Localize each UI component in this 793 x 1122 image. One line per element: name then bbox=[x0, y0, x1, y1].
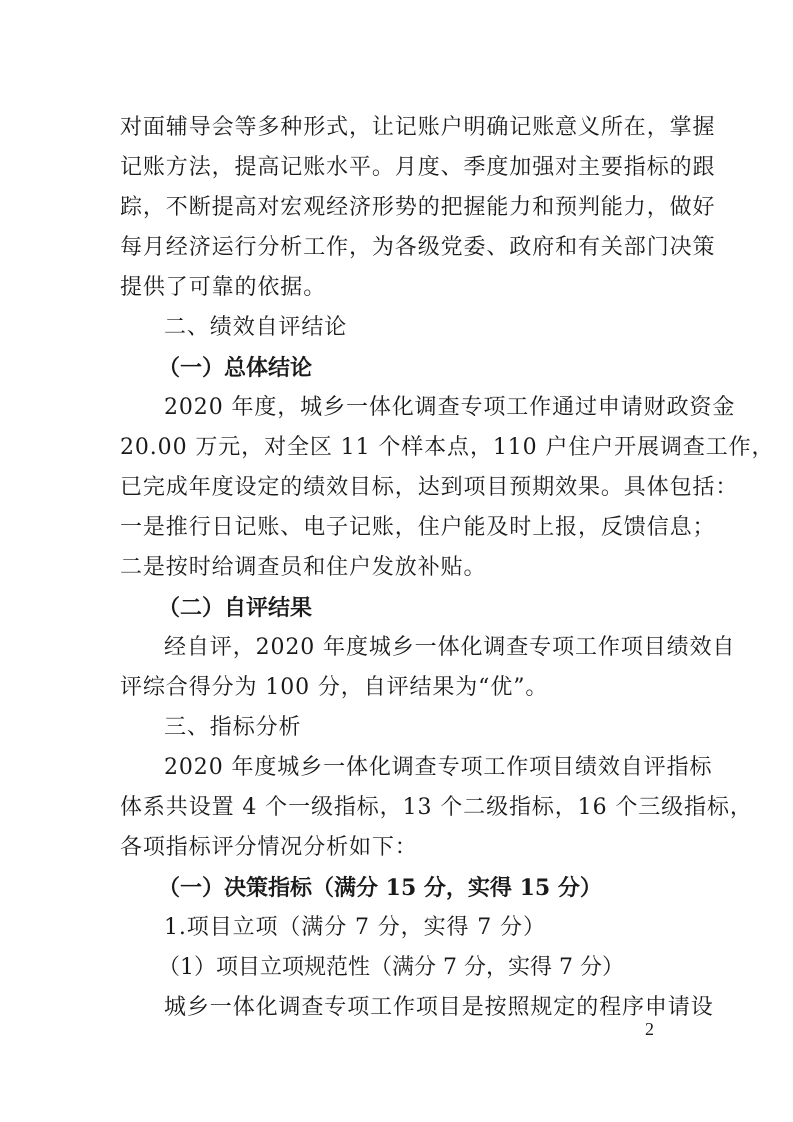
body-text-line: 2020 年度，城乡一体化调查专项工作通过申请财政资金 bbox=[164, 395, 736, 420]
body-text-line: 20.00 万元，对全区 11 个样本点，110 户住户开展调查工作， bbox=[120, 435, 775, 460]
item-heading: （1）项目立项规范性（满分 7 分，实得 7 分） bbox=[158, 955, 624, 980]
body-text-line: 踪，不断提高对宏观经济形势的把握能力和预判能力，做好 bbox=[120, 195, 716, 220]
body-text-line: 2020 年度城乡一体化调查专项工作项目绩效自评指标 bbox=[164, 755, 713, 780]
body-text-line: 城乡一体化调查专项工作项目是按照规定的程序申请设 bbox=[164, 995, 714, 1020]
body-text-line: 每月经济运行分析工作，为各级党委、政府和有关部门决策 bbox=[120, 235, 716, 260]
section-heading: 三、指标分析 bbox=[164, 715, 302, 740]
body-text-line: 提供了可靠的依据。 bbox=[120, 275, 327, 300]
body-text-line: 已完成年度设定的绩效目标，达到项目预期效果。具体包括： bbox=[120, 475, 739, 500]
body-text-line: 体系共设置 4 个一级指标，13 个二级指标，16 个三级指标， bbox=[120, 795, 753, 820]
subsection-heading: （一）总体结论 bbox=[158, 355, 313, 381]
body-text-line: 评综合得分为 100 分，自评结果为“优”。 bbox=[120, 675, 549, 700]
body-text-line: 经自评，2020 年度城乡一体化调查专项工作项目绩效自 bbox=[164, 635, 736, 660]
body-text-line: 对面辅导会等多种形式，让记账户明确记账意义所在，掌握 bbox=[120, 115, 716, 140]
body-text-line: 记账方法，提高记账水平。月度、季度加强对主要指标的跟 bbox=[120, 155, 716, 180]
section-heading: 二、绩效自评结论 bbox=[164, 315, 348, 340]
item-heading: 1.项目立项（满分 7 分，实得 7 分） bbox=[164, 915, 546, 940]
subsection-heading: （一）决策指标（满分 15 分，实得 15 分） bbox=[158, 875, 602, 901]
page-number: 2 bbox=[645, 1019, 654, 1039]
body-text-line: 一是推行日记账、电子记账，住户能及时上报，反馈信息； bbox=[120, 515, 716, 540]
body-text-line: 二是按时给调查员和住户发放补贴。 bbox=[120, 555, 487, 580]
body-text-line: 各项指标评分情况分析如下： bbox=[120, 835, 418, 860]
subsection-heading: （二）自评结果 bbox=[158, 595, 313, 621]
